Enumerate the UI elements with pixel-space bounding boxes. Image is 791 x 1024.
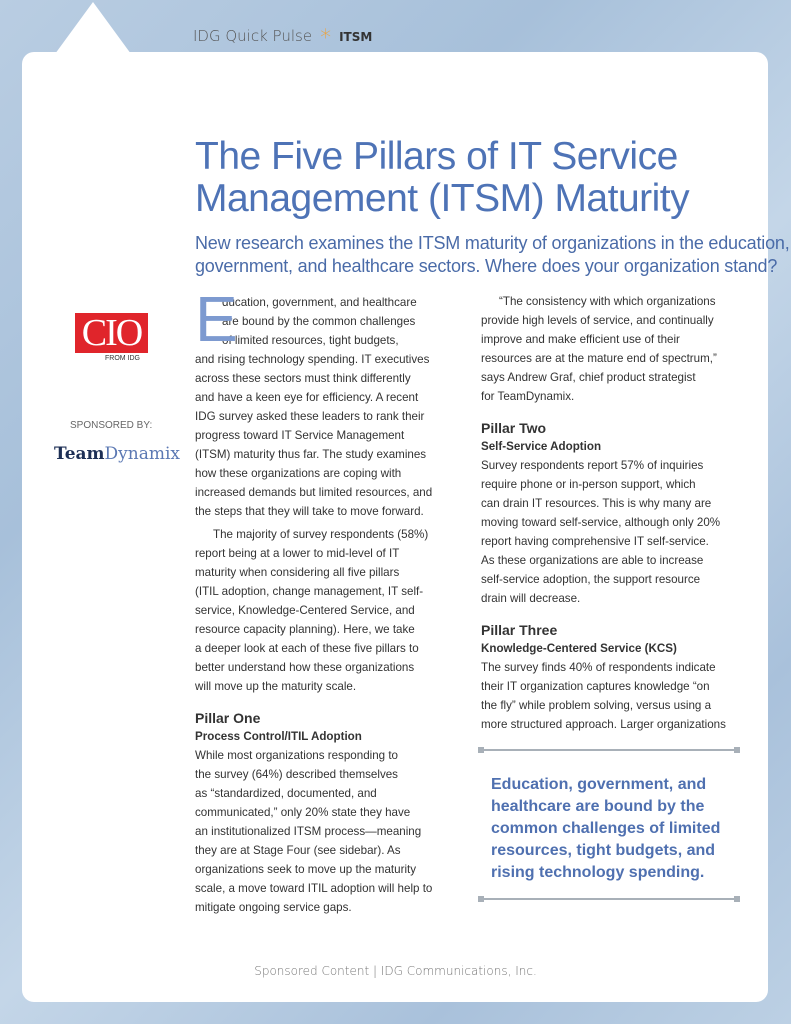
text-line: how these organizations are coping with (195, 467, 402, 480)
text-line: communicated,” only 20% state they have (195, 806, 411, 819)
left-column (195, 283, 450, 917)
header-tab-shape (55, 2, 131, 54)
text-line: ducation, government, and healthcare (222, 296, 417, 309)
title-line: Management (ITSM) Maturity (195, 177, 690, 220)
text-line: the fly” while problem solving, versus using a (481, 699, 712, 712)
text-line: across these sectors must think differently (195, 372, 411, 385)
text-line: better understand how these organizations (195, 661, 415, 674)
text-line: resource capacity planning). Here, we take (195, 623, 415, 636)
text-line: the survey (64%) described themselves (195, 768, 398, 781)
logo-part: Team (54, 444, 105, 464)
text-line: report being at a lower to mid-level of IT (195, 547, 400, 560)
text-line: increased demands but limited resources, and (195, 486, 433, 499)
pull-line: resources, tight budgets, and (491, 842, 716, 859)
subtitle-line: New research examines the ITSM maturity of organizations in the education, (195, 233, 790, 253)
text-line: (ITSM) maturity thus far. The study examines (195, 448, 427, 461)
text-line: self-service adoption, the support resource (481, 573, 701, 586)
teamdynamix-logo (54, 444, 180, 464)
pull-quote (491, 774, 720, 884)
pullquote-bottom-rule (478, 898, 740, 900)
pillar-two-subheading: Self-Service Adoption (481, 440, 602, 453)
pillar-three-subheading: Knowledge-Centered Service (KCS) (481, 642, 677, 655)
text-line: require phone or in-person support, which (481, 478, 696, 491)
subtitle (195, 232, 790, 278)
text-line: their IT organization captures knowledge “on (481, 680, 710, 693)
text-line: progress toward IT Service Management (195, 429, 405, 442)
pillar-one-subheading: Process Control/ITIL Adoption (195, 730, 362, 743)
topic-label: ITSM (339, 30, 373, 44)
pull-line: Education, government, and (491, 776, 707, 793)
running-header (193, 22, 373, 51)
text-line: “The consistency with which organizations (499, 295, 716, 308)
pillar-two-heading: Pillar Two (481, 420, 547, 436)
text-line: mitigate ongoing service gaps. (195, 901, 352, 914)
footer: Sponsored Content | IDG Communications, Inc. (254, 964, 537, 978)
text-line: moving toward self-service, although only 20% (481, 516, 721, 529)
logo-part: Dynamix (104, 444, 180, 464)
text-line: The majority of survey respondents (58%) (213, 528, 429, 541)
text-line: they are at Stage Four (see sidebar). As (195, 844, 401, 857)
text-line: drain will decrease. (481, 592, 581, 605)
text-line: IDG survey asked these leaders to rank their (195, 410, 425, 423)
text-line: more structured approach. Larger organizations (481, 718, 726, 731)
text-line: maturity when considering all five pillars (195, 566, 400, 579)
text-line: scale, a move toward ITIL adoption will help to (195, 882, 433, 895)
text-line: are bound by the common challenges (222, 315, 416, 328)
text-line: As these organizations are able to increase (481, 554, 704, 567)
subtitle-line: government, and healthcare sectors. Where does your organization stand? (195, 256, 778, 276)
text-line: (ITIL adoption, change management, IT self- (195, 585, 424, 598)
text-line: service, Knowledge-Centered Service, and (195, 604, 415, 617)
text-line: The survey finds 40% of respondents indicate (481, 661, 716, 674)
text-line: for TeamDynamix. (481, 390, 575, 403)
text-line: and rising technology spending. IT executives (195, 353, 430, 366)
text-line: improve and make efficient use of their (481, 333, 680, 346)
text-line: of limited resources, tight budgets, (222, 334, 399, 347)
text-line: an institutionalized ITSM process—meaning (195, 825, 422, 838)
text-line: says Andrew Graf, chief product strategist (481, 371, 696, 384)
pull-line: healthcare are bound by the (491, 798, 705, 815)
pull-line: rising technology spending. (491, 864, 705, 881)
text-line: a deeper look at each of these five pillars to (195, 642, 419, 655)
drop-cap: E (195, 283, 238, 355)
pillar-three-heading: Pillar Three (481, 622, 558, 638)
text-line: organizations seek to move up the maturity (195, 863, 417, 876)
from-idg-label: FROM IDG (105, 355, 140, 362)
text-line: report having comprehensive IT self-service. (481, 535, 709, 548)
cio-logo: CIO (75, 313, 148, 353)
text-line: and have a keen eye for efficiency. A recent (195, 391, 419, 404)
title-line: The Five Pillars of IT Service (195, 135, 678, 178)
pullquote-top-rule (478, 749, 740, 751)
text-line: provide high levels of service, and continually (481, 314, 714, 327)
asterisk-icon: * (320, 26, 332, 51)
text-line: While most organizations responding to (195, 749, 398, 762)
text-line: resources are at the mature end of spectrum,” (481, 352, 717, 365)
right-column (481, 292, 741, 734)
text-line: can drain IT resources. This is why many are (481, 497, 712, 510)
text-line: Survey respondents report 57% of inquiries (481, 459, 704, 472)
text-line: as “standardized, documented, and (195, 787, 377, 800)
pull-line: common challenges of limited (491, 820, 721, 837)
publication-name: IDG Quick Pulse (193, 27, 313, 45)
pillar-one-heading: Pillar One (195, 710, 261, 726)
page-title (195, 136, 689, 220)
text-line: the steps that they will take to move forward. (195, 505, 424, 518)
text-line: will move up the maturity scale. (195, 680, 357, 693)
sponsored-by-label: SPONSORED BY: (70, 420, 153, 431)
